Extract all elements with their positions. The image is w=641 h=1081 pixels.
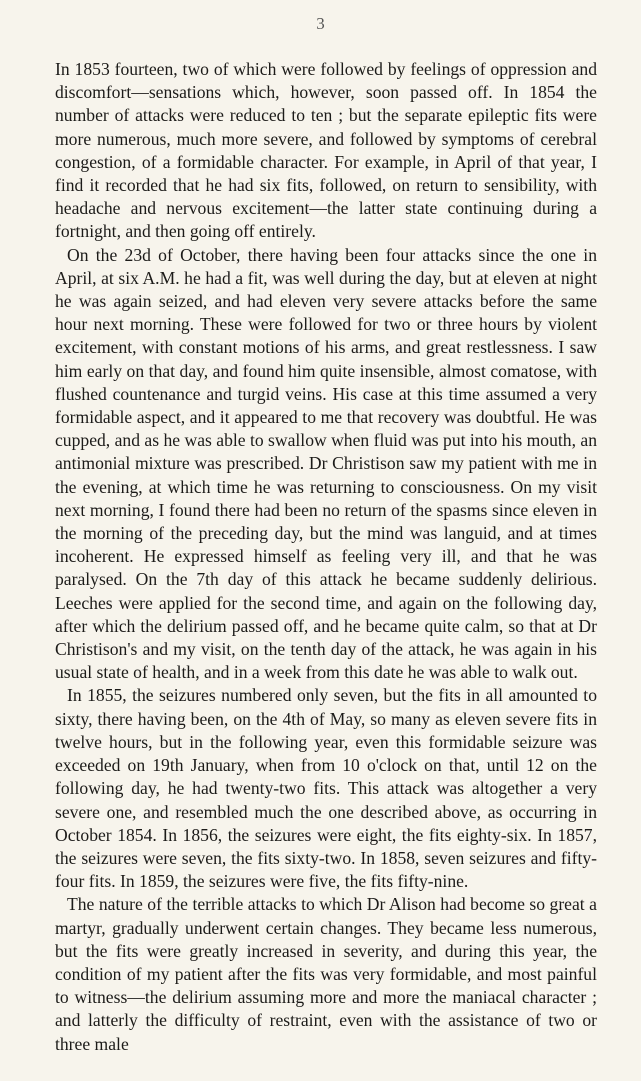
page-number: 3 xyxy=(316,14,325,33)
paragraph-3: In 1855, the seizures numbered only seven, but the fits in all amounted to sixty, there having been, on the 4th of May, so many as eleven severe fits in twelve hours, but in the following year, even this formidable seizure was exceeded on 19th January, when from 10 o'clock on that, until 12 on the following day, he had twenty-two fits. This attack was altogether a very severe one, and resembled much the one described above, as occurring in October 1854. In 1856, the seizures were eight, the fits eighty-six. In 1857, the seizures were seven, the fits sixty-two. In 1858, seven seizures and fifty-four fits. In 1859, the seizures were five, the fits fifty-nine. xyxy=(55,685,597,892)
body-text xyxy=(55,58,597,1056)
paragraph-4: The nature of the terrible attacks to which Dr Alison had become so great a martyr, gradually underwent certain changes. They became less numerous, but the fits were greatly increased in severity, and during this year, the condition of my patient after the fits was very formidable, and most painful to witness—the delirium assuming more and more the maniacal character ; and latterly the difficulty of restraint, even with the assistance of two or three male xyxy=(55,894,597,1054)
paragraph-2: On the 23d of October, there having been four attacks since the one in April, at six A.M. he had a fit, was well during the day, but at eleven at night he was again seized, and had eleven very severe attacks before the same hour next morning. These were followed for two or three hours by violent excitement, with constant motions of his arms, and great restlessness. I saw him early on that day, and found him quite insensible, almost comatose, with flushed countenance and turgid veins. His case at this time assumed a very formidable aspect, and it appeared to me that recovery was doubtful. He was cupped, and as he was able to swallow when fluid was put into his mouth, an antimonial mixture was prescribed. Dr Christison saw my patient with me in the evening, at which time he was returning to consciousness. On my visit next morning, I found there had been no return of the spasms since eleven in the morning of the preceding day, but the mind was languid, and at times incoherent. He expressed himself as feeling very ill, and that he was paralysed. On the 7th day of this attack he became suddenly delirious. Leeches were applied for the second time, and again on the following day, after which the delirium passed off, and he became quite calm, so that at Dr Christison's and my visit, on the tenth day of the attack, he was again in his usual state of health, and in a week from this date he was able to walk out. xyxy=(55,244,597,683)
paragraph-1: In 1853 fourteen, two of which were followed by feelings of oppression and discomfort—sensations which, however, soon passed off. In 1854 the number of attacks were reduced to ten ; but the separate epileptic fits were more numerous, much more severe, and followed by symptoms of cerebral congestion, of a formidable character. For example, in April of that year, I find it recorded that he had six fits, followed, on return to sensibility, with headache and nervous excitement—the latter state continuing during a fortnight, and then going off entirely. xyxy=(55,59,597,242)
